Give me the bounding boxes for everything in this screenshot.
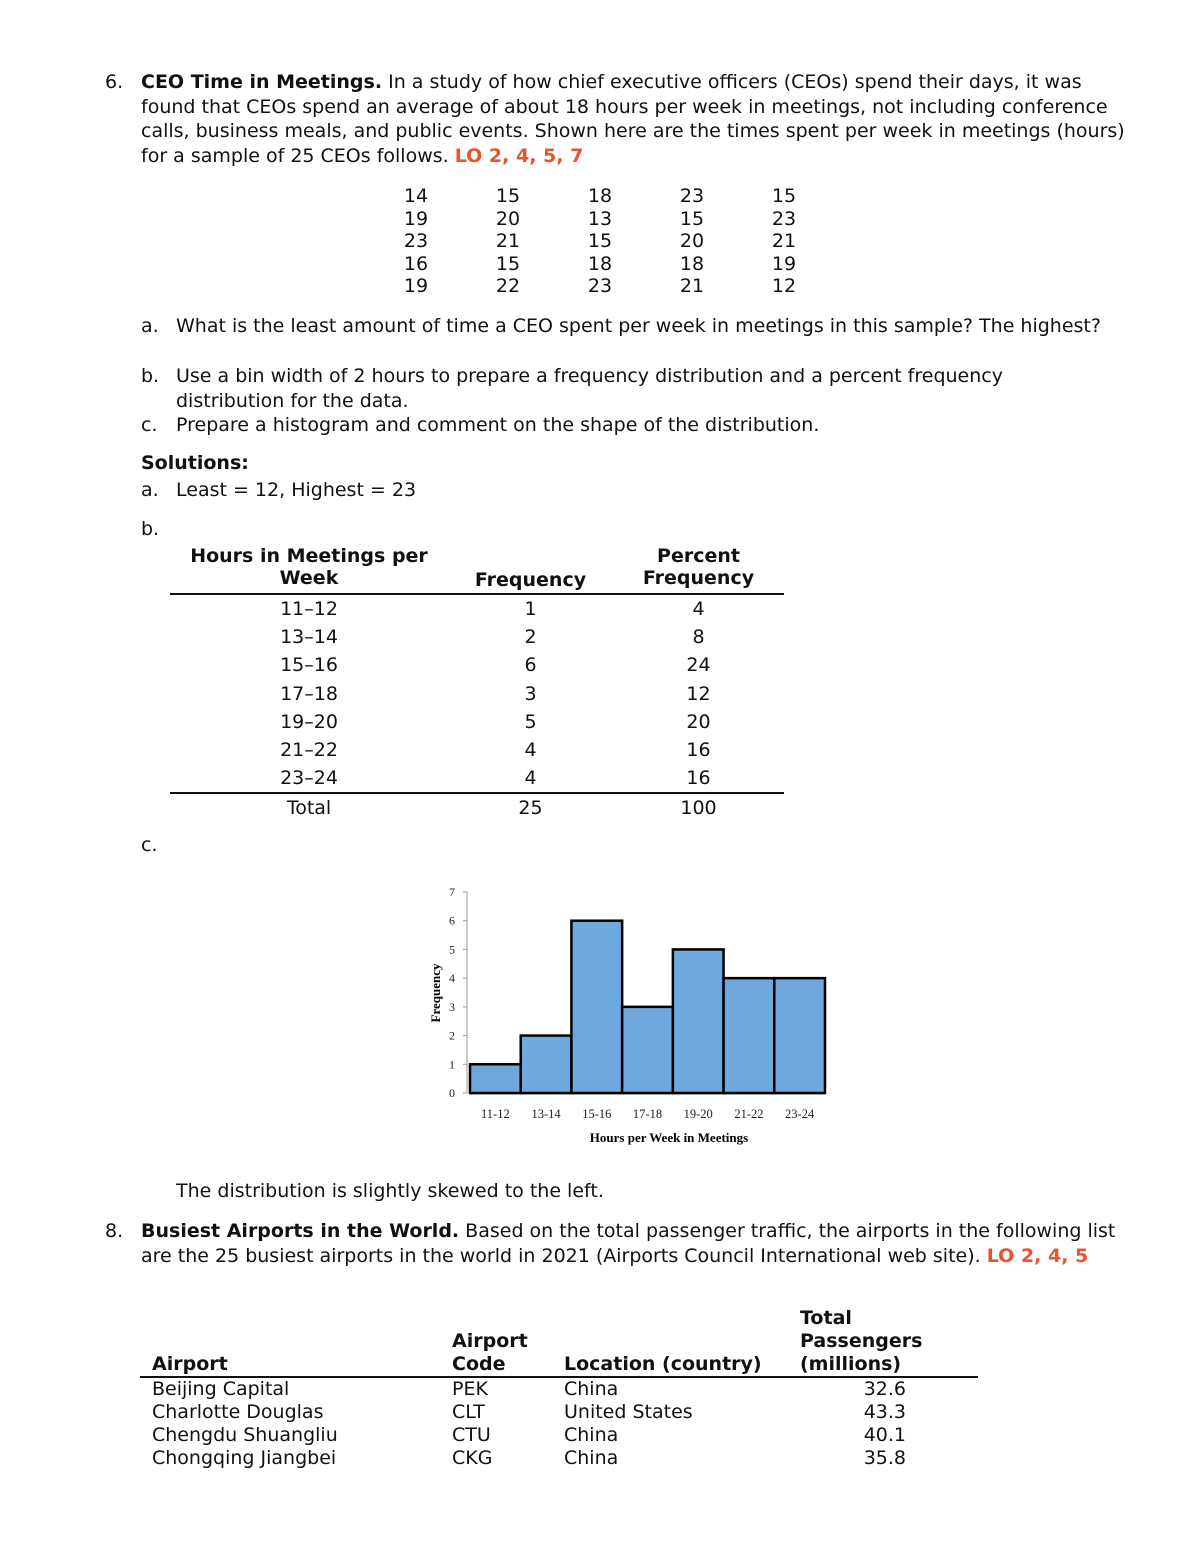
header-location: Location (country) bbox=[564, 1353, 762, 1375]
table-cell: Total bbox=[286, 797, 332, 820]
header-airport: Airport bbox=[152, 1353, 228, 1375]
x-axis-label: Hours per Week in Meetings bbox=[589, 1130, 749, 1145]
data-cell: 14 bbox=[403, 185, 429, 207]
table-row bbox=[170, 680, 784, 708]
table-cell: 4 bbox=[524, 738, 537, 761]
solution-b-label: b. bbox=[141, 518, 160, 540]
table-row bbox=[170, 651, 784, 679]
table-cell: 11–12 bbox=[280, 598, 338, 620]
data-row bbox=[370, 208, 830, 231]
airport-code: CTU bbox=[452, 1424, 491, 1446]
airport-name: Beijing Capital bbox=[152, 1378, 290, 1400]
header-hours bbox=[170, 545, 448, 589]
table-cell: 16 bbox=[686, 738, 711, 761]
airport-name: Chongqing Jiangbei bbox=[152, 1447, 337, 1469]
x-tick-label: 23-24 bbox=[785, 1107, 815, 1121]
header-airport-code bbox=[452, 1330, 528, 1376]
solution-label: a. bbox=[141, 479, 159, 501]
question-text: Use a bin width of 2 hours to prepare a frequency distribution and a percent frequency distribution for the data. bbox=[176, 365, 1003, 412]
header-line: Frequency bbox=[642, 567, 755, 589]
chart-y-ticks bbox=[449, 885, 467, 1100]
table-row bbox=[140, 1424, 978, 1447]
problem-title: CEO Time in Meetings. bbox=[141, 71, 383, 93]
data-cell: 19 bbox=[403, 275, 429, 298]
learning-objectives: LO 2, 4, 5 bbox=[986, 1244, 1089, 1267]
airport-location: United States bbox=[564, 1401, 693, 1423]
airport-location: China bbox=[564, 1447, 619, 1469]
x-tick-label: 11-12 bbox=[481, 1107, 510, 1121]
table-row bbox=[140, 1378, 978, 1401]
histogram-bar bbox=[521, 1036, 572, 1093]
airport-location: China bbox=[564, 1424, 619, 1446]
table-header bbox=[140, 1308, 978, 1376]
y-tick-label: 5 bbox=[449, 942, 455, 957]
data-cell: 15 bbox=[495, 185, 521, 207]
airport-passengers: 35.8 bbox=[863, 1447, 906, 1469]
table-row bbox=[170, 764, 784, 792]
x-tick-label: 19-20 bbox=[683, 1107, 713, 1121]
data-cell: 16 bbox=[403, 252, 429, 275]
data-cell: 19 bbox=[403, 207, 429, 230]
data-cell: 15 bbox=[771, 185, 797, 207]
histogram-bar bbox=[622, 1007, 673, 1093]
problem-statement bbox=[141, 1219, 1135, 1268]
question-c bbox=[141, 413, 1101, 438]
x-tick-label: 17-18 bbox=[632, 1107, 663, 1121]
data-row bbox=[370, 253, 830, 276]
table-header bbox=[170, 545, 784, 593]
problem-text: In a study of how chief executive officers (CEOs) spend their days, it was found that CEOs spend an average of about 18 hours per week in meetings, not including conference calls, business meals, and public events. Shown here are the times spent per week in meetings (hours) for a sample of 25 CEOs follows. bbox=[141, 71, 1125, 167]
chart-bars bbox=[470, 921, 825, 1093]
header-frequency: Frequency bbox=[474, 569, 587, 591]
table-cell: 13–14 bbox=[280, 626, 338, 649]
table-cell: 23–24 bbox=[280, 767, 338, 790]
table-cell: 21–22 bbox=[280, 738, 338, 761]
table-cell: 16 bbox=[686, 767, 711, 790]
question-b bbox=[141, 364, 1101, 413]
data-row bbox=[370, 185, 830, 208]
problem-6 bbox=[105, 70, 1135, 168]
data-cell: 15 bbox=[495, 252, 521, 275]
learning-objectives: LO 2, 4, 5, 7 bbox=[454, 144, 584, 167]
table-cell: 20 bbox=[686, 710, 711, 733]
y-tick-label: 7 bbox=[449, 885, 455, 899]
problem-text: Based on the total passenger traffic, the airports in the following list are the 25 busiest airports in the world in 2021 (Airports Council International web site). bbox=[141, 1220, 1116, 1267]
data-cell: 23 bbox=[587, 275, 613, 298]
data-cell: 23 bbox=[771, 207, 797, 230]
airport-code: PEK bbox=[452, 1378, 488, 1400]
y-tick-label: 4 bbox=[449, 971, 455, 986]
data-cell: 18 bbox=[587, 252, 613, 275]
y-axis-label: Frequency bbox=[428, 963, 443, 1023]
table-cell: 19–20 bbox=[280, 710, 338, 733]
table-cell: 2 bbox=[524, 626, 537, 649]
table-cell: 24 bbox=[686, 654, 711, 677]
histogram-bar bbox=[571, 921, 622, 1093]
question-label: a. bbox=[141, 315, 159, 337]
histogram-bar bbox=[774, 978, 825, 1093]
solution-a bbox=[141, 478, 1101, 503]
table-cell: 8 bbox=[692, 626, 705, 649]
airports-table bbox=[140, 1308, 978, 1470]
data-cell: 23 bbox=[403, 230, 429, 253]
conclusion-text: The distribution is slightly skewed to the left. bbox=[176, 1180, 604, 1202]
data-cell: 13 bbox=[587, 207, 613, 230]
solution-text: Least = 12, Highest = 23 bbox=[176, 479, 417, 501]
table-row bbox=[170, 736, 784, 764]
y-tick-label: 1 bbox=[449, 1057, 455, 1072]
header-passengers bbox=[800, 1307, 922, 1376]
table-row bbox=[140, 1447, 978, 1470]
problem-statement bbox=[141, 70, 1135, 168]
airport-code: CKG bbox=[452, 1447, 493, 1469]
header-line: Code bbox=[452, 1353, 506, 1375]
question-text: What is the least amount of time a CEO spent per week in meetings in this sample? The highest? bbox=[176, 315, 1101, 337]
x-tick-label: 15-16 bbox=[582, 1107, 612, 1121]
x-tick-label: 13-14 bbox=[531, 1107, 561, 1121]
data-cell: 12 bbox=[771, 275, 797, 298]
table-cell: 100 bbox=[680, 797, 717, 820]
data-cell: 21 bbox=[495, 230, 521, 253]
data-cell: 18 bbox=[587, 185, 613, 207]
table-cell: 3 bbox=[524, 682, 537, 705]
data-row bbox=[370, 230, 830, 253]
data-cell: 23 bbox=[679, 185, 705, 207]
header-line: (millions) bbox=[800, 1353, 902, 1375]
table-cell: 6 bbox=[524, 654, 537, 677]
table-cell: 15–16 bbox=[280, 654, 338, 677]
airport-passengers: 32.6 bbox=[863, 1378, 906, 1400]
problem-number: 8. bbox=[105, 1220, 124, 1242]
solution-c-label: c. bbox=[141, 834, 158, 856]
histogram-chart bbox=[400, 875, 840, 1155]
solutions-heading: Solutions: bbox=[141, 452, 249, 474]
table-row bbox=[170, 708, 784, 736]
table-cell: 25 bbox=[518, 797, 543, 820]
airport-passengers: 43.3 bbox=[863, 1401, 906, 1423]
question-label: b. bbox=[141, 365, 160, 387]
table-cell: 12 bbox=[686, 682, 711, 705]
y-tick-label: 6 bbox=[449, 913, 455, 928]
total-row bbox=[170, 794, 784, 822]
airport-passengers: 40.1 bbox=[863, 1424, 906, 1446]
table-cell: 5 bbox=[524, 710, 537, 733]
question-a bbox=[141, 314, 1101, 339]
header-percent-frequency bbox=[613, 545, 784, 589]
airport-location: China bbox=[564, 1378, 619, 1400]
header-line: Week bbox=[279, 567, 339, 589]
header-line: Percent bbox=[657, 545, 740, 567]
problem-8 bbox=[105, 1219, 1135, 1268]
y-tick-label: 2 bbox=[449, 1028, 455, 1043]
data-cell: 21 bbox=[771, 230, 797, 253]
problem-number: 6. bbox=[105, 71, 124, 93]
data-cell: 18 bbox=[679, 252, 705, 275]
airport-name: Charlotte Douglas bbox=[152, 1401, 324, 1423]
data-grid bbox=[370, 185, 830, 298]
data-cell: 15 bbox=[587, 230, 613, 253]
histogram-bar bbox=[724, 978, 775, 1093]
header-line: Total bbox=[800, 1307, 852, 1329]
airport-code: CLT bbox=[452, 1401, 485, 1423]
table-cell: 4 bbox=[692, 598, 705, 620]
question-text: Prepare a histogram and comment on the shape of the distribution. bbox=[176, 414, 820, 436]
data-cell: 15 bbox=[679, 207, 705, 230]
histogram-bar bbox=[673, 949, 724, 1093]
table-cell: 4 bbox=[524, 767, 537, 790]
header-line: Passengers bbox=[800, 1330, 923, 1352]
data-row bbox=[370, 275, 830, 298]
frequency-table bbox=[170, 545, 784, 823]
data-cell: 21 bbox=[679, 275, 705, 298]
table-cell: 17–18 bbox=[280, 682, 338, 705]
data-cell: 20 bbox=[495, 207, 521, 230]
data-cell: 22 bbox=[495, 275, 521, 298]
question-label: c. bbox=[141, 414, 158, 436]
data-cell: 19 bbox=[771, 252, 797, 275]
table-row bbox=[140, 1401, 978, 1424]
header-line: Hours in Meetings per bbox=[190, 545, 428, 567]
y-tick-label: 3 bbox=[449, 999, 455, 1014]
table-row bbox=[170, 623, 784, 651]
y-tick-label: 0 bbox=[449, 1086, 455, 1100]
table-cell: 1 bbox=[524, 598, 537, 620]
table-row bbox=[170, 595, 784, 623]
problem-title: Busiest Airports in the World. bbox=[141, 1220, 460, 1242]
x-tick-label: 21-22 bbox=[734, 1107, 764, 1121]
chart-x-ticks bbox=[481, 1107, 815, 1121]
airport-name: Chengdu Shuangliu bbox=[152, 1424, 338, 1446]
histogram-bar bbox=[470, 1064, 521, 1093]
data-cell: 20 bbox=[679, 230, 705, 253]
header-line: Airport bbox=[452, 1330, 528, 1352]
